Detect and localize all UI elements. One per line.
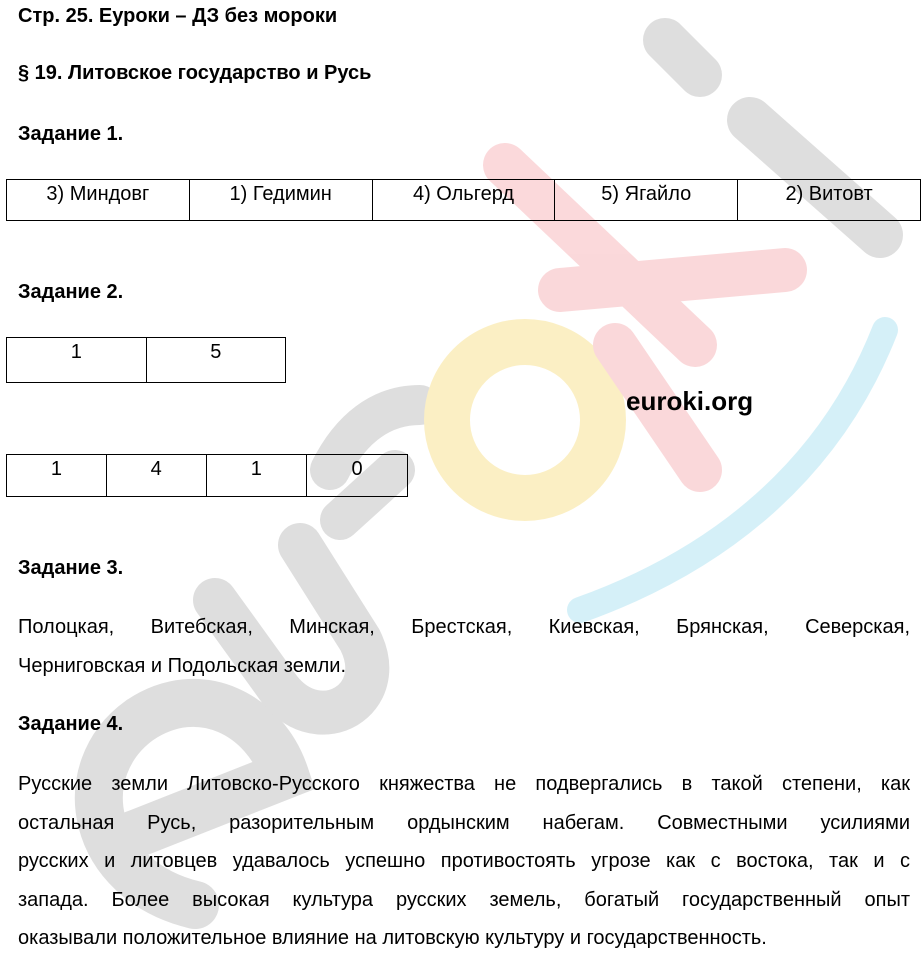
section-title: § 19. Литовское государство и Русь [18, 62, 372, 84]
task1-cell: 1) Гедимин [189, 180, 372, 221]
task4-line: остальная Русь, разорительным ордынским набегам. Совместными усилиями [18, 811, 910, 834]
task1-cell: 4) Ольгерд [372, 180, 555, 221]
page-title: Стр. 25. Еуроки – ДЗ без мороки [18, 5, 338, 27]
task3-line: Черниговская и Подольская земли. [18, 654, 347, 677]
task3-line: Полоцкая, Витебская, Минская, Брестская, Киевская, Брянская, Северская, [18, 616, 910, 638]
watermark-site-label: euroki.org [626, 386, 754, 416]
task4-line: русских и литовцев удавалось успешно противостоять угрозе как с востока, так и с [18, 850, 910, 872]
task2b-cell: 1 [7, 455, 107, 497]
task1-cell: 2) Витовт [738, 180, 921, 221]
task1-heading: Задание 1. [18, 123, 124, 145]
task4-heading: Задание 4. [18, 713, 124, 735]
task3-answer [18, 608, 910, 685]
task4-line: запада. Более высокая культура русских земель, богатый государственный опыт [18, 888, 910, 911]
task3-heading: Задание 3. [18, 557, 124, 579]
task2b-cell: 0 [307, 455, 408, 497]
task2b-cell: 4 [106, 455, 206, 497]
task2b-cell: 1 [206, 455, 307, 497]
task2a-cell: 5 [146, 338, 286, 383]
task1-cell: 5) Ягайло [555, 180, 738, 221]
task2a-cell: 1 [7, 338, 147, 383]
task1-cell: 3) Миндовг [7, 180, 190, 221]
task2-answer-table-a [6, 337, 286, 383]
task4-line: Русские земли Литовско-Русского княжества не подвергались в такой степени, как [18, 773, 910, 795]
task1-answer-table [6, 179, 921, 221]
task2-answer-table-b [6, 454, 408, 497]
task4-line: оказывали положительное влияние на литовскую культуру и государственность. [18, 927, 767, 949]
task4-answer [18, 765, 910, 958]
task2-heading: Задание 2. [18, 281, 124, 303]
